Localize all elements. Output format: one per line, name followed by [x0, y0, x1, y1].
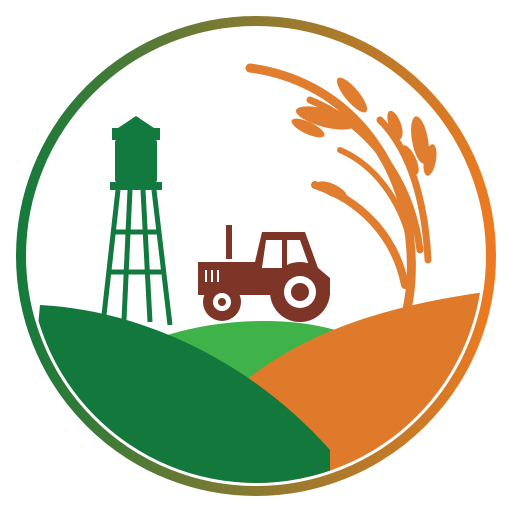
- water-tower-icon: [104, 116, 170, 325]
- tractor-icon: [198, 225, 330, 322]
